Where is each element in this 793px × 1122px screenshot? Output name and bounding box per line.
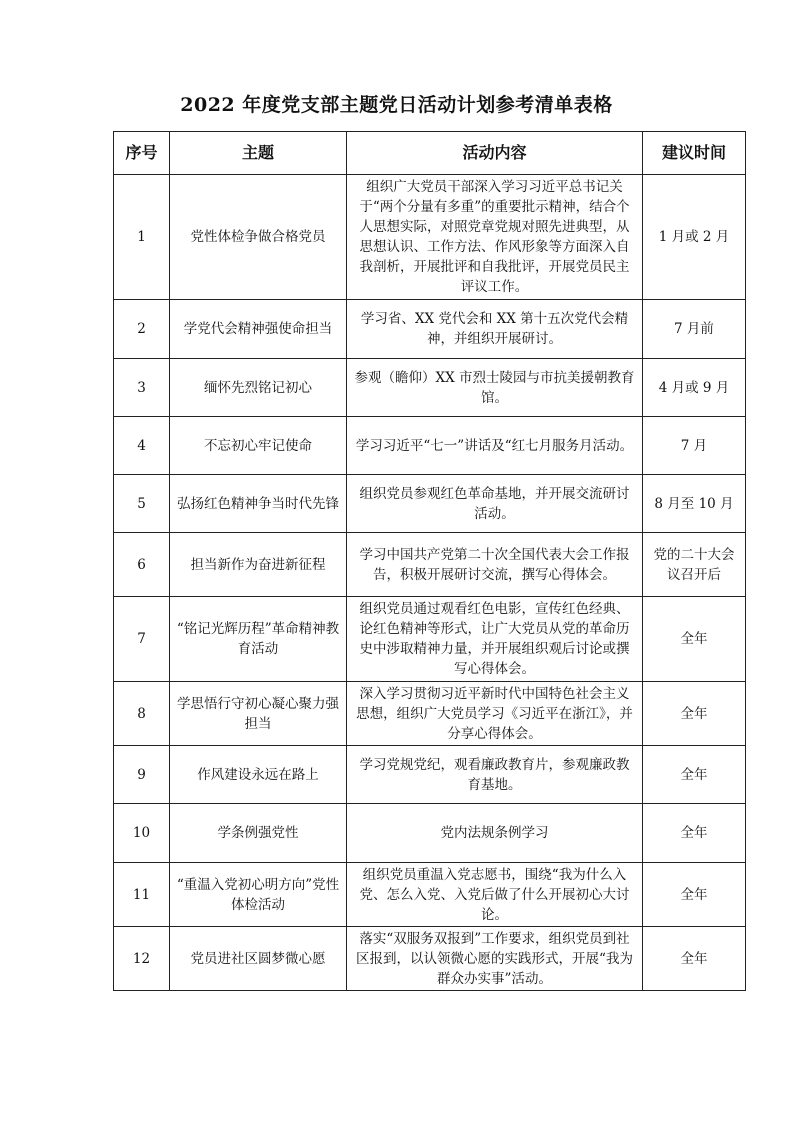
cell-topic: 不忘初心牢记使命 — [170, 417, 347, 475]
cell-no: 6 — [114, 533, 170, 597]
cell-no: 11 — [114, 863, 170, 927]
cell-time: 7 月 — [643, 417, 746, 475]
table-row — [114, 804, 746, 863]
table-header-row — [114, 132, 746, 175]
cell-time: 全年 — [643, 863, 746, 927]
cell-time: 全年 — [643, 682, 746, 746]
cell-no: 12 — [114, 927, 170, 991]
cell-content: 深入学习贯彻习近平新时代中国特色社会主义思想，组织广大党员学习《习近平在浙江》，并分享心得体会。 — [347, 682, 643, 746]
header-content: 活动内容 — [347, 132, 643, 175]
cell-time: 4 月或 9 月 — [643, 359, 746, 417]
table-row — [114, 175, 746, 300]
cell-topic: 学思悟行守初心凝心聚力强担当 — [170, 682, 347, 746]
page-title: 2022 年度党支部主题党日活动计划参考清单表格 — [180, 94, 613, 116]
cell-content: 参观（瞻仰）XX 市烈士陵园与市抗美援朝教育馆。 — [347, 359, 643, 417]
cell-time: 全年 — [643, 746, 746, 804]
table-row — [114, 927, 746, 991]
cell-no: 4 — [114, 417, 170, 475]
cell-time: 全年 — [643, 927, 746, 991]
table-row — [114, 682, 746, 746]
cell-content: 党内法规条例学习 — [347, 804, 643, 863]
header-topic: 主题 — [170, 132, 347, 175]
cell-content: 落实“双服务双报到”工作要求，组织党员到社区报到，以认领微心愿的实践形式，开展“我为群众办实事”活动。 — [347, 927, 643, 991]
cell-no: 7 — [114, 597, 170, 682]
cell-topic: “重温入党初心明方向”党性体检活动 — [170, 863, 347, 927]
cell-content: 组织党员重温入党志愿书，围绕“我为什么入党、怎么入党、入党后做了什么开展初心大讨论。 — [347, 863, 643, 927]
cell-topic: 弘扬红色精神争当时代先锋 — [170, 475, 347, 533]
table-row — [114, 300, 746, 359]
cell-no: 5 — [114, 475, 170, 533]
cell-content: 组织广大党员干部深入学习习近平总书记关于“两个分量有多重”的重要批示精神，结合个人思想实际，对照党章党规对照先进典型，从思想认识、工作方法、作风形象等方面深入自我剖析，开展批评和自我批评，开展党员民主评议工作。 — [347, 175, 643, 300]
cell-topic: 党员进社区圆梦微心愿 — [170, 927, 347, 991]
cell-no: 10 — [114, 804, 170, 863]
cell-no: 3 — [114, 359, 170, 417]
cell-no: 1 — [114, 175, 170, 300]
cell-topic: 作风建设永远在路上 — [170, 746, 347, 804]
cell-content: 学习省、XX 党代会和 XX 第十五次党代会精神，并组织开展研讨。 — [347, 300, 643, 359]
cell-no: 2 — [114, 300, 170, 359]
cell-time: 全年 — [643, 804, 746, 863]
table-row — [114, 417, 746, 475]
cell-no: 9 — [114, 746, 170, 804]
cell-time: 1 月或 2 月 — [643, 175, 746, 300]
cell-topic: 学党代会精神强使命担当 — [170, 300, 347, 359]
cell-time: 党的二十大会议召开后 — [643, 533, 746, 597]
header-time: 建议时间 — [643, 132, 746, 175]
cell-content: 学习党规党纪，观看廉政教育片，参观廉政教育基地。 — [347, 746, 643, 804]
activity-plan-table — [113, 131, 746, 991]
cell-topic: 担当新作为奋进新征程 — [170, 533, 347, 597]
cell-topic: 缅怀先烈铭记初心 — [170, 359, 347, 417]
cell-time: 8 月至 10 月 — [643, 475, 746, 533]
table-row — [114, 863, 746, 927]
cell-no: 8 — [114, 682, 170, 746]
cell-topic: 学条例强党性 — [170, 804, 347, 863]
table-row — [114, 359, 746, 417]
cell-content: 组织党员参观红色革命基地，并开展交流研讨活动。 — [347, 475, 643, 533]
cell-topic: “铭记光辉历程”革命精神教育活动 — [170, 597, 347, 682]
table-row — [114, 746, 746, 804]
header-no: 序号 — [114, 132, 170, 175]
cell-content: 学习习近平“七一”讲话及“红七月服务月活动。 — [347, 417, 643, 475]
cell-topic: 党性体检争做合格党员 — [170, 175, 347, 300]
table-row — [114, 533, 746, 597]
cell-time: 7 月前 — [643, 300, 746, 359]
table-row — [114, 597, 746, 682]
cell-content: 组织党员通过观看红色电影，宣传红色经典、论红色精神等形式，让广大党员从党的革命历史中涉取精神力量，并开展组织观后讨论或撰写心得体会。 — [347, 597, 643, 682]
cell-time: 全年 — [643, 597, 746, 682]
cell-content: 学习中国共产党第二十次全国代表大会工作报告，积极开展研讨交流，撰写心得体会。 — [347, 533, 643, 597]
table-row — [114, 475, 746, 533]
